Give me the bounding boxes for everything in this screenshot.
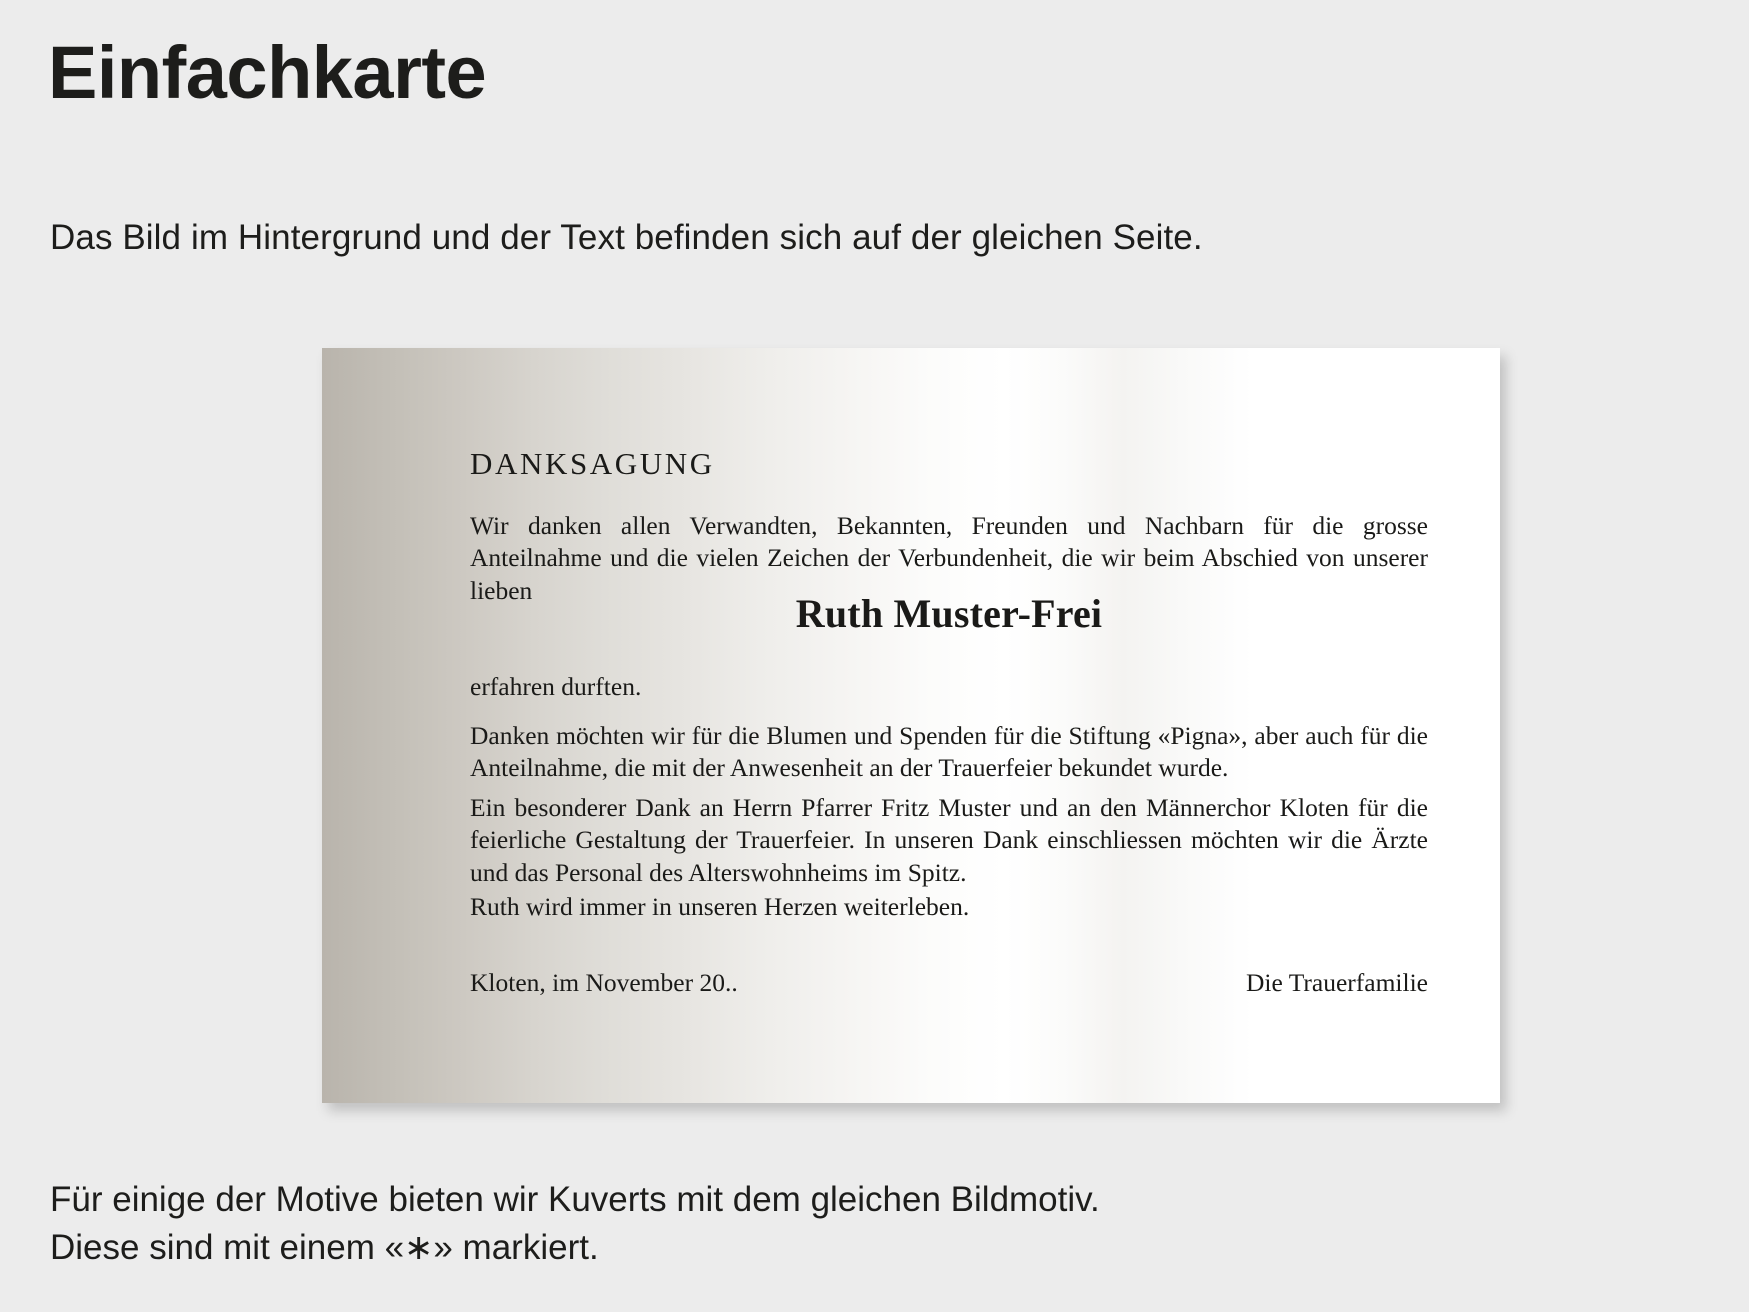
card-footer-place-date: Kloten, im November 20..: [470, 968, 738, 997]
card-paragraph-2: erfahren durften.: [470, 672, 642, 701]
card-heading: DANKSAGUNG: [470, 446, 715, 481]
footer-note-line-2: Diese sind mit einem «∗» markiert.: [50, 1228, 599, 1268]
card-paragraph-5: Ruth wird immer in unseren Herzen weiterleben.: [470, 892, 970, 921]
page-subtitle: Das Bild im Hintergrund und der Text befinden sich auf der gleichen Seite.: [50, 218, 1203, 257]
card-footer-signature: Die Trauerfamilie: [1246, 968, 1428, 997]
card-paragraph-4: Ein besonderer Dank an Herrn Pfarrer Fritz Muster und an den Männerchor Kloten für die feierliche Gestaltung der Trauerfeier. In unseren Dank einschliessen möchten wir die Ärzte und das Personal des Alterswohnheims im Spitz.: [470, 793, 1428, 887]
footer-note-line-1: Für einige der Motive bieten wir Kuverts mit dem gleichen Bildmotiv.: [50, 1180, 1100, 1219]
card-paragraph-1: Wir danken allen Verwandten, Bekannten, Freunden und Nachbarn für die grosse Anteilnahme und die vielen Zeichen der Verbundenheit, die wir beim Abschied von unserer lieben: [470, 511, 1428, 605]
card-preview: [322, 348, 1500, 1103]
card-text-block: [470, 348, 1428, 1103]
greeting-card: [322, 348, 1500, 1103]
card-paragraph-3: Danken möchten wir für die Blumen und Spenden für die Stiftung «Pigna», aber auch für die Anteilnahme, die mit der Anwesenheit an der Trauerfeier bekundet wurde.: [470, 721, 1428, 783]
card-deceased-name: Ruth Muster-Frei: [795, 591, 1103, 636]
page-title: Einfachkarte: [48, 31, 487, 114]
footer-note: [50, 1176, 1100, 1273]
card-footer: [470, 968, 1428, 998]
